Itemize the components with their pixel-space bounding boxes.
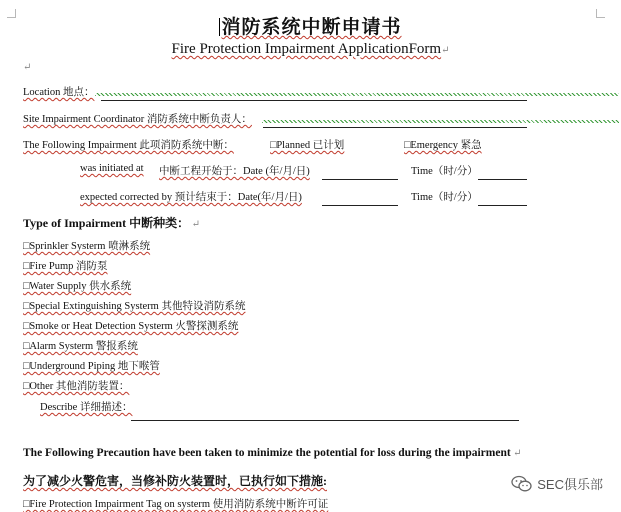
precaution-heading-en: The Following Precaution have been taken to minimize the potential for loss during the impairment ↵ bbox=[23, 447, 522, 459]
end-date-field[interactable] bbox=[322, 205, 398, 206]
type-item-water-supply[interactable]: □Water Supply 供水系统 bbox=[23, 281, 132, 292]
wechat-icon bbox=[511, 475, 533, 493]
start-time-field[interactable] bbox=[478, 179, 527, 180]
end-time-label: Time（时/分） bbox=[411, 192, 478, 203]
start-date-field[interactable] bbox=[322, 179, 398, 180]
watermark bbox=[511, 474, 603, 493]
planned-checkbox[interactable]: □Planned 已计划 bbox=[270, 140, 345, 151]
expected-corrected-label: expected corrected by 预计结束于：Date(年/月/日) bbox=[80, 192, 302, 203]
watermark-text: SEC俱乐部 bbox=[537, 477, 603, 492]
precaution-item-tag[interactable]: □Fire Protection Impairment Tag on systerm 使用消防系统中断许可证 bbox=[23, 499, 329, 510]
start-time-label: Time（时/分） bbox=[411, 166, 478, 177]
describe-field[interactable] bbox=[131, 420, 519, 421]
location-label: Location 地点： bbox=[23, 87, 95, 98]
end-time-field[interactable] bbox=[478, 205, 527, 206]
emergency-checkbox[interactable]: □Emergency 紧急 bbox=[404, 140, 482, 151]
following-impairment-label: The Following Impairment 此项消防系统中断： bbox=[23, 140, 234, 151]
type-item-alarm[interactable]: □Alarm Systerm 警报系统 bbox=[23, 341, 138, 352]
coordinator-label: Site Impairment Coordinator 消防系统中断负责人： bbox=[23, 114, 252, 125]
blank-paragraph: ↵ bbox=[23, 62, 32, 73]
type-item-smoke-heat-detection[interactable]: □Smoke or Heat Detection Systerm 火警探测系统 bbox=[23, 321, 239, 332]
describe-label: Describe 详细描述： bbox=[40, 402, 133, 413]
precaution-heading-cn: 为了减少火警危害，当修补防火装置时，已执行如下措施: bbox=[23, 474, 327, 488]
type-item-sprinkler[interactable]: □Sprinkler Systerm 喷淋系统 bbox=[23, 241, 151, 252]
type-item-special-extinguishing[interactable]: □Special Extinguishing Systerm 其他特设消防系统 bbox=[23, 301, 246, 312]
coordinator-row bbox=[23, 111, 252, 126]
start-date-label: 中断工程开始于：Date (年/月/日) bbox=[159, 166, 310, 177]
document-title: 消防系统中断申请书 bbox=[221, 17, 402, 38]
location-row bbox=[23, 84, 94, 99]
type-item-other[interactable]: □Other 其他消防装置： bbox=[23, 381, 130, 392]
type-item-underground-piping[interactable]: □Underground Piping 地下喉管 bbox=[23, 361, 160, 372]
impairment-status-row bbox=[23, 137, 234, 152]
grammar-underline bbox=[262, 120, 619, 123]
document-subtitle: Fire Protection Impairment ApplicationForm↵ bbox=[171, 41, 450, 57]
coordinator-field[interactable] bbox=[263, 127, 527, 128]
location-field[interactable] bbox=[101, 100, 527, 101]
initiated-label: was initiated at bbox=[80, 163, 144, 174]
type-item-fire-pump[interactable]: □Fire Pump 消防泵 bbox=[23, 261, 108, 272]
type-heading: Type of Impairment 中断种类： ↵ bbox=[23, 216, 200, 230]
grammar-underline bbox=[95, 93, 619, 96]
